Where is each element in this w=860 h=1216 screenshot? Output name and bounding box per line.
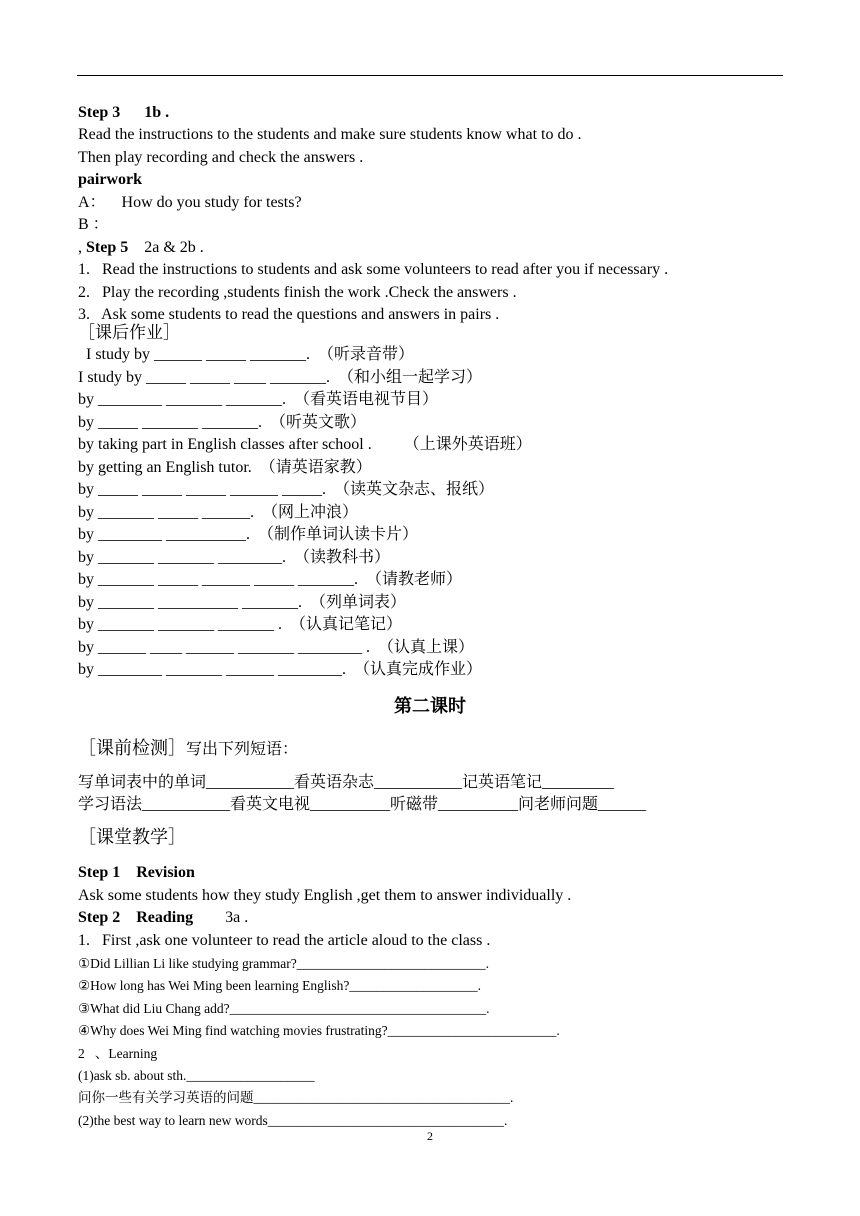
question: ③What did Liu Chang add?______________________________________. (78, 1001, 490, 1016)
learning-label: 2 、Learning (78, 1046, 158, 1061)
step1-text: Ask some students how they study English ,get them to answer individually . (78, 887, 572, 904)
homework-line: I study by _____ _____ ____ _______. （和小组一起学习） (78, 369, 483, 386)
step5-label: Step 5 (86, 239, 129, 256)
homework-line: by ______ ____ ______ _______ ________ . （认真上课） (78, 639, 475, 656)
homework-line: by _______ __________ _______. （列单词表） (78, 594, 407, 611)
classroom-heading: ［课堂教学］ (78, 827, 186, 847)
homework-line: by getting an English tutor. （请英语家教） (78, 459, 372, 476)
step5-heading (78, 238, 204, 258)
learning-item: (2)the best way to learn new words___________________________________. (78, 1113, 508, 1128)
learning-item: (1)ask sb. about sth.___________________ (78, 1068, 315, 1083)
page-number: 2 (427, 1129, 433, 1143)
step5-prefix: , (78, 239, 86, 256)
precheck-line1: 写单词表中的单词___________看英语杂志___________记英语笔记_________ (78, 774, 615, 791)
homework-line: by ________ _______ _______. （看英语电视节目） (78, 391, 439, 408)
homework-heading: ［课后作业］ (78, 323, 180, 342)
step5-task: 2a & 2b . (144, 239, 204, 256)
homework-line: by _____ _____ _____ ______ _____. （读英文杂志、报纸） (78, 481, 495, 498)
learning-item: 问你一些有关学习英语的问题______________________________________. (78, 1090, 514, 1105)
homework-line: by _____ _______ _______. （听英文歌） (78, 414, 367, 431)
step3-heading (78, 103, 169, 123)
question: ①Did Lillian Li like studying grammar?____________________________. (78, 956, 490, 971)
question: ④Why does Wei Ming find watching movies frustrating?_________________________. (78, 1023, 560, 1038)
step2-heading (78, 908, 248, 928)
step3-line1: Read the instructions to the students and make sure students know what to do . (78, 126, 582, 143)
homework-line: by _______ _____ ______. （网上冲浪） (78, 504, 359, 521)
step5-item: 1. Read the instructions to students and ask some volunteers to read after you if necessary . (78, 261, 669, 278)
step2-label: Step 2 Reading (78, 909, 194, 926)
step2-task: 3a . (225, 909, 249, 926)
step3-task: 1b . (144, 104, 170, 121)
step5-item: 3. Ask some students to read the questions and answers in pairs . (78, 306, 500, 323)
homework-line: by _______ _______ ________. （读教科书） (78, 549, 391, 566)
question: ②How long has Wei Ming been learning English?___________________. (78, 978, 481, 993)
homework-line: by _______ _____ ______ _____ _______. （请教老师） (78, 571, 463, 588)
precheck-line2: 学习语法___________看英文电视__________听磁带__________问老师问题______ (78, 796, 647, 813)
homework-line: by taking part in English classes after school . （上课外英语班） (78, 436, 532, 453)
pairwork-label: pairwork (78, 171, 142, 188)
homework-line: by ________ _______ ______ ________. （认真完成作业） (78, 661, 483, 678)
dialog-b: B ： (78, 216, 109, 233)
step2-item1: 1. First ,ask one volunteer to read the article aloud to the class . (78, 932, 491, 949)
lesson2-title: 第二课时 (394, 696, 466, 716)
step3-label: Step 3 (78, 104, 121, 121)
precheck-instruction: 写出下列短语： (186, 741, 299, 758)
step5-item: 2. Play the recording ,students finish the work .Check the answers . (78, 284, 517, 301)
homework-line: by ________ __________. （制作单词认读卡片） (78, 526, 419, 543)
precheck-heading-row (78, 738, 298, 760)
precheck-heading: ［课前检测］ (78, 738, 186, 758)
homework-line: I study by ______ _____ _______. （听录音带） (78, 346, 415, 363)
header-rule (77, 75, 783, 76)
step1-label: Step 1 Revision (78, 864, 195, 881)
homework-line: by _______ _______ _______ . （认真记笔记） (78, 616, 403, 633)
dialog-a: A： How do you study for tests? (78, 194, 302, 211)
step3-line2: Then play recording and check the answers . (78, 149, 364, 166)
